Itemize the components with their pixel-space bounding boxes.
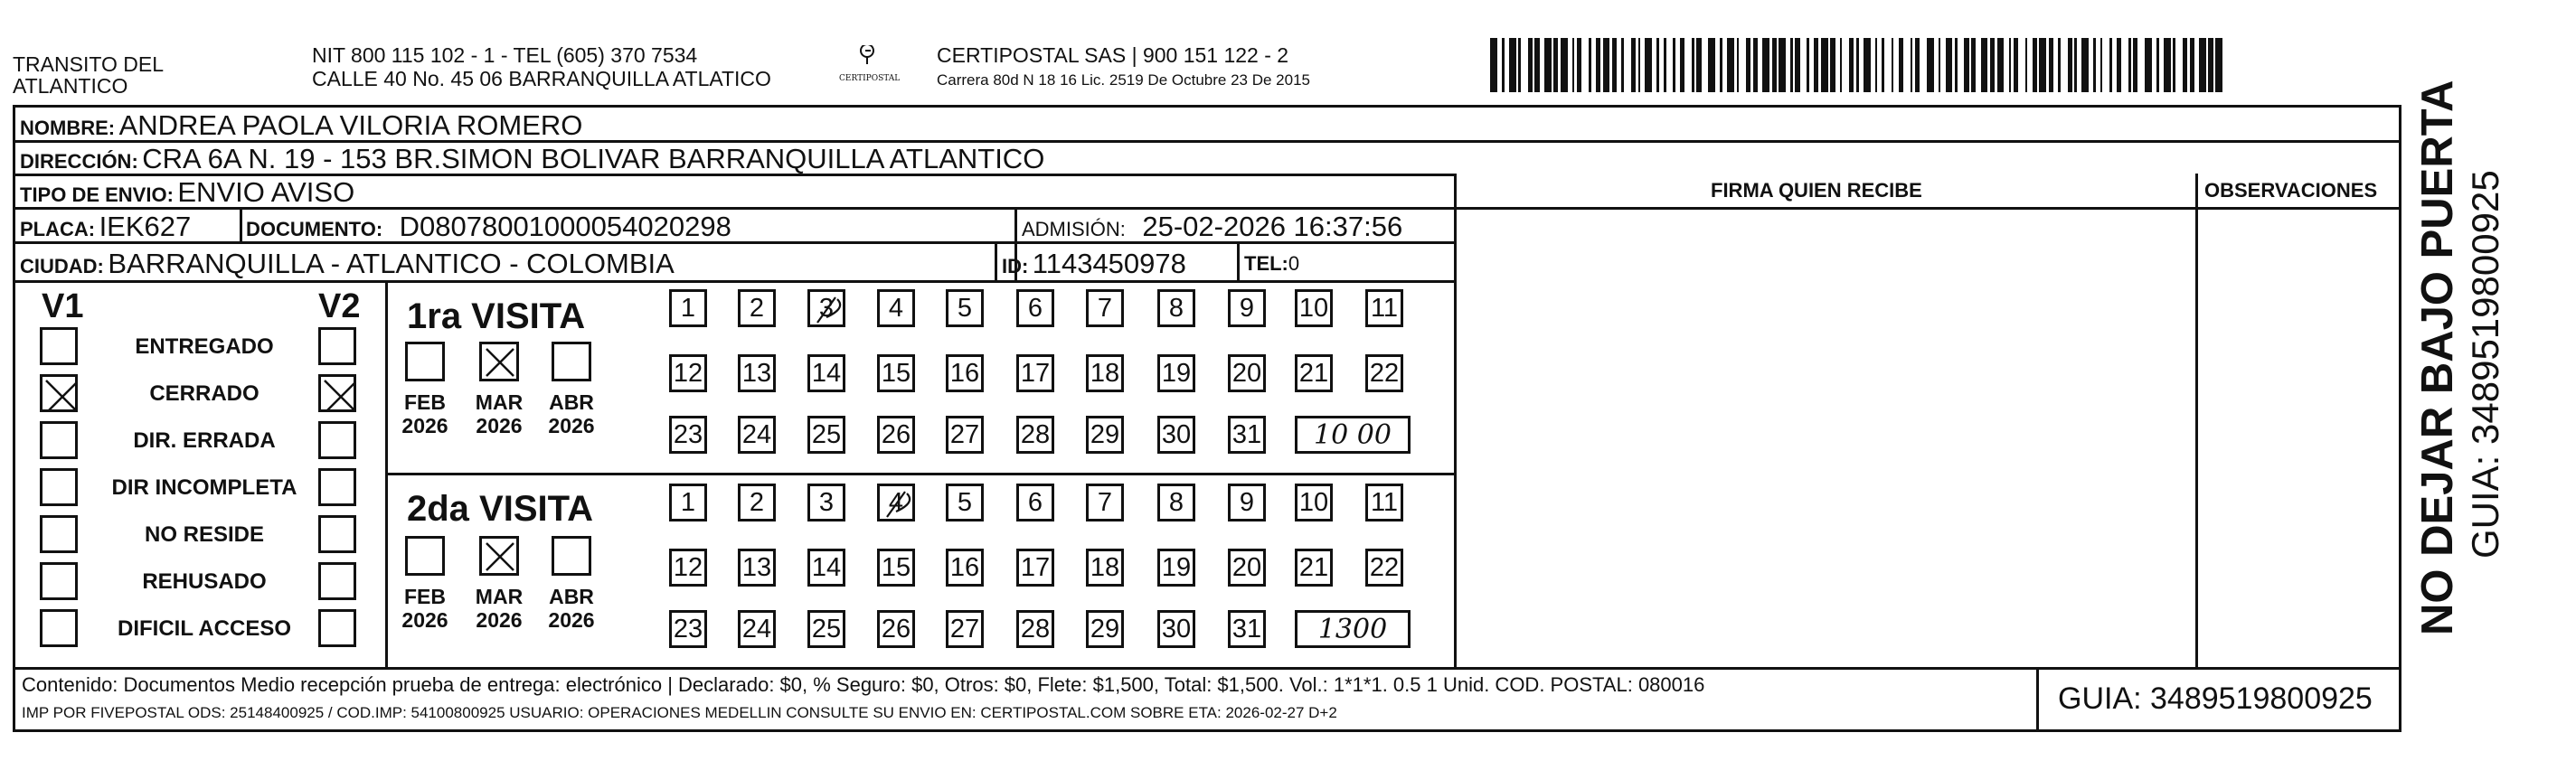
day-number: 18 — [1090, 358, 1120, 388]
barcode-gap — [1739, 38, 1746, 92]
barcode-bar — [1997, 38, 2005, 92]
observations-header: OBSERVACIONES — [2204, 179, 2378, 202]
visit2-day-cell[interactable] — [738, 549, 776, 587]
certipostal-logo — [835, 45, 899, 89]
day-number: 30 — [1161, 419, 1192, 449]
visit1-day-cell[interactable] — [669, 354, 707, 392]
visit1-day-cell[interactable] — [1157, 416, 1195, 454]
day-number: 16 — [949, 552, 980, 582]
visit2-day-cell[interactable] — [1016, 484, 1054, 521]
plate-value: IEK627 — [99, 211, 192, 242]
row-divider — [13, 207, 2401, 210]
day-number: 10 — [1298, 487, 1329, 517]
admission-value: 25-02-2026 16:37:56 — [1142, 211, 1403, 242]
day-number: 9 — [1239, 487, 1255, 517]
visit1-month-label — [544, 390, 599, 438]
plate-label: PLACA: — [20, 218, 96, 240]
form-frame — [13, 105, 2401, 732]
day-number: 23 — [673, 614, 703, 644]
day-number: 20 — [1231, 552, 1262, 582]
day-number: 9 — [1239, 293, 1255, 323]
barcode-bar — [1490, 38, 1497, 92]
day-number: 26 — [881, 419, 911, 449]
day-number: 18 — [1090, 552, 1120, 582]
courier-line: CERTIPOSTAL SAS | 900 151 122 - 2 — [937, 43, 1289, 67]
visit2-day-cell[interactable] — [807, 610, 845, 648]
visit1-day-cell[interactable] — [877, 354, 915, 392]
tel-row — [1244, 254, 1299, 274]
visit2-day-cell[interactable] — [877, 610, 915, 648]
visit1-month-checkbox[interactable] — [405, 342, 445, 381]
col-divider — [240, 207, 242, 241]
barcode-gap — [1666, 38, 1674, 92]
visit1-day-cell[interactable] — [807, 289, 845, 327]
day-number: 7 — [1097, 293, 1113, 323]
barcode-bar — [1509, 38, 1516, 92]
visit1-day-cell[interactable] — [738, 289, 776, 327]
day-number: 7 — [1097, 487, 1113, 517]
visit2-day-cell[interactable] — [669, 610, 707, 648]
barcode-gap — [1581, 38, 1589, 92]
day-number: 24 — [741, 419, 772, 449]
barcode-bar — [1603, 38, 1610, 92]
visit2-day-cell[interactable] — [1365, 484, 1403, 521]
visit2-day-cell[interactable] — [946, 610, 984, 648]
visit1-day-cell[interactable] — [877, 416, 915, 454]
day-number: 10 — [1298, 293, 1329, 323]
day-number: 11 — [1370, 293, 1399, 323]
barcode-bar — [2081, 38, 2089, 92]
visit1-day-cell[interactable] — [877, 289, 915, 327]
visit1-month-label — [472, 390, 526, 438]
day-number: 13 — [741, 358, 772, 388]
visit1-day-cell[interactable] — [1016, 289, 1054, 327]
barcode-bar — [1645, 38, 1652, 92]
visit1-day-cell[interactable] — [1157, 354, 1195, 392]
barcode-gap — [2102, 38, 2109, 92]
status-label: DIR. ERRADA — [133, 428, 276, 453]
day-number: 23 — [673, 419, 703, 449]
barcode-bar — [1708, 38, 1715, 92]
barcode-bar — [1561, 38, 1568, 92]
barcode-gap — [2121, 38, 2128, 92]
barcode-bar — [2199, 38, 2206, 92]
month-name: ABR — [549, 585, 594, 608]
day-number: 31 — [1231, 419, 1262, 449]
row-divider — [385, 473, 1456, 475]
day-number: 1 — [680, 293, 696, 323]
barcode-gap — [1624, 38, 1631, 92]
recipient-address: CRA 6A N. 19 - 153 BR.SIMON BOLIVAR BARRANQUILLA ATLANTICO — [142, 143, 1045, 174]
visit1-month-checkbox[interactable] — [479, 342, 519, 381]
barcode-gap — [2018, 38, 2025, 92]
visit1-day-cell[interactable] — [1157, 289, 1195, 327]
visit2-day-cell[interactable] — [877, 549, 915, 587]
visit2-day-cell[interactable] — [1157, 610, 1195, 648]
visit2-day-cell[interactable] — [807, 549, 845, 587]
barcode-bar — [2145, 38, 2152, 92]
barcode-gap — [1684, 38, 1692, 92]
day-number: 30 — [1161, 614, 1192, 644]
barcode-bar — [1864, 38, 1871, 92]
visit2-day-cell[interactable] — [1295, 484, 1333, 521]
visit2-day-cell[interactable] — [1157, 484, 1195, 521]
status-label: DIFICIL ACCESO — [117, 616, 291, 641]
month-year: 2026 — [401, 414, 448, 438]
visit1-day-cell[interactable] — [946, 354, 984, 392]
v1-checkbox[interactable] — [40, 609, 78, 647]
document-value: D08078001000054020298 — [399, 211, 731, 242]
barcode-gap — [1702, 38, 1709, 92]
id-label: ID: — [1002, 255, 1029, 277]
day-number: 20 — [1231, 358, 1262, 388]
visit1-day-cell[interactable] — [1295, 354, 1333, 392]
month-year: 2026 — [548, 414, 595, 438]
day-number: 12 — [673, 552, 703, 582]
day-number: 26 — [881, 614, 911, 644]
send-type-label: TIPO DE ENVIO: — [20, 183, 174, 206]
barcode-gap — [1521, 38, 1528, 92]
col-divider — [1237, 241, 1240, 280]
month-year: 2026 — [476, 608, 523, 633]
visit2-day-cell[interactable] — [1086, 610, 1124, 648]
visit2-day-cell[interactable] — [1228, 484, 1266, 521]
admission-row — [1022, 212, 1402, 240]
visit2-month-label — [472, 585, 526, 633]
address-row — [20, 145, 1044, 173]
license-line: Carrera 80d N 18 16 Lic. 2519 De Octubre 23 De 2015 — [937, 71, 1310, 89]
day-number: 5 — [957, 487, 973, 517]
month-name: MAR — [475, 585, 524, 608]
day-number: 1 — [680, 487, 696, 517]
day-number: 25 — [811, 419, 842, 449]
visit2-day-cell[interactable] — [1295, 549, 1333, 587]
visit1-day-cell[interactable] — [1016, 416, 1054, 454]
visit1-day-cell[interactable] — [1228, 354, 1266, 392]
day-number: 15 — [881, 358, 911, 388]
status-label: CERRADO — [149, 381, 259, 406]
day-number: 14 — [811, 552, 842, 582]
barcode-bar — [2164, 38, 2171, 92]
v1-header: V1 — [42, 287, 84, 325]
col-divider — [2195, 174, 2198, 667]
city-row — [20, 249, 675, 277]
barcode-bar — [1727, 38, 1734, 92]
status-label: REHUSADO — [142, 569, 267, 594]
visit1-day-cell[interactable] — [946, 416, 984, 454]
visit1-day-cell[interactable] — [669, 416, 707, 454]
visit1-day-cell[interactable] — [738, 416, 776, 454]
v2-checkbox[interactable] — [318, 327, 356, 365]
barcode-bar — [1821, 38, 1828, 92]
col-divider — [385, 280, 388, 667]
status-label: DIR INCOMPLETA — [111, 475, 297, 500]
send-type-row — [20, 178, 354, 206]
visit2-day-cell[interactable] — [738, 484, 776, 521]
signature-header: FIRMA QUIEN RECIBE — [1711, 179, 1922, 202]
visit2-time-box[interactable]: 1300 — [1295, 610, 1411, 648]
day-number: 27 — [949, 614, 980, 644]
handwritten-mark — [880, 486, 916, 530]
visit1-day-cell[interactable] — [1365, 289, 1403, 327]
tel-value: 0 — [1288, 252, 1300, 275]
barcode — [1490, 38, 2224, 92]
day-number: 17 — [1020, 358, 1051, 388]
name-row — [20, 111, 582, 139]
visit1-day-cell[interactable] — [1228, 289, 1266, 327]
logo-text: CERTIPOSTAL — [839, 74, 901, 83]
address-line: CALLE 40 No. 45 06 BARRANQUILLA ATLATICO — [312, 67, 771, 90]
day-number: 14 — [811, 358, 842, 388]
barcode-gap — [1842, 38, 1849, 92]
v1-checkbox[interactable] — [40, 374, 78, 412]
org-name-line2: ATLANTICO — [13, 74, 128, 98]
visit2-day-cell[interactable] — [1086, 484, 1124, 521]
v1-checkbox[interactable] — [40, 327, 78, 365]
row-divider — [13, 667, 2401, 670]
day-number: 21 — [1298, 552, 1329, 582]
col-divider — [1454, 174, 1457, 667]
v2-checkbox[interactable] — [318, 515, 356, 553]
day-number: 19 — [1161, 552, 1192, 582]
admission-label: ADMISIÓN: — [1022, 218, 1126, 240]
side-guia: GUIA: 3489519800925 — [2464, 170, 2506, 559]
visit1-day-cell[interactable] — [1365, 354, 1403, 392]
id-row — [1002, 249, 1186, 277]
day-number: 4 — [888, 487, 904, 517]
day-number: 12 — [673, 358, 703, 388]
day-number: 6 — [1027, 487, 1043, 517]
barcode-bar — [2215, 38, 2222, 92]
document-label: DOCUMENTO: — [246, 218, 383, 240]
visit1-day-cell[interactable] — [1016, 354, 1054, 392]
v2-checkbox[interactable] — [318, 562, 356, 600]
col-divider — [2036, 667, 2039, 732]
handwritten-mark — [810, 292, 846, 335]
barcode-bar — [1981, 38, 1988, 92]
status-label: ENTREGADO — [135, 334, 274, 359]
visit1-day-cell[interactable] — [669, 289, 707, 327]
barcode-bar — [1544, 38, 1552, 92]
barcode-gap — [1800, 38, 1807, 92]
visit1-day-cell[interactable] — [1086, 354, 1124, 392]
v2-checkbox[interactable] — [318, 421, 356, 459]
month-year: 2026 — [548, 608, 595, 633]
month-name: MAR — [475, 390, 524, 414]
recipient-name: ANDREA PAOLA VILORIA ROMERO — [118, 109, 583, 141]
visit1-day-cell[interactable] — [807, 416, 845, 454]
visit2-day-cell[interactable] — [1086, 549, 1124, 587]
day-number: 8 — [1168, 487, 1184, 517]
imp-line: IMP POR FIVEPOSTAL ODS: 25148400925 / COD.IMP: 54100800925 USUARIO: OPERACIONES MEDELLIN CONSULTE SU ENVIO EN: CERTIPOSTAL.COM SOBRE ETA: 2026-02-27 D+2 — [22, 704, 1337, 721]
day-number: 6 — [1027, 293, 1043, 323]
visit1-month-checkbox[interactable] — [552, 342, 591, 381]
visit1-title: 1ra VISITA — [407, 296, 586, 336]
v2-header: V2 — [318, 287, 361, 325]
visit1-day-cell[interactable] — [1086, 289, 1124, 327]
month-name: ABR — [549, 390, 594, 414]
name-label: NOMBRE: — [20, 117, 116, 139]
visit2-day-cell[interactable] — [946, 549, 984, 587]
plate-row — [20, 212, 191, 240]
barcode-bar — [1779, 38, 1786, 92]
visit2-day-cell[interactable] — [1228, 610, 1266, 648]
visit2-month-checkbox[interactable] — [552, 536, 591, 576]
day-number: 29 — [1090, 614, 1120, 644]
day-number: 11 — [1370, 487, 1399, 517]
barcode-bar — [1946, 38, 1953, 92]
day-number: 8 — [1168, 293, 1184, 323]
barcode-bar — [1927, 38, 1934, 92]
day-number: 17 — [1020, 552, 1051, 582]
content-line: Contenido: Documentos Medio recepción prueba de entrega: electrónico | Declarado: $0, % Seguro: $0, Otros: $0, Flete: $1,500, Total: $1,500. Vol.: 1*1*1. 0.5 1 Unid. COD. POSTAL: 080016 — [22, 673, 1705, 696]
send-type-value: ENVIO AVISO — [177, 176, 355, 208]
visit2-day-cell[interactable] — [1016, 549, 1054, 587]
col-divider — [995, 241, 997, 280]
visit2-day-cell[interactable] — [1157, 549, 1195, 587]
month-name: FEB — [404, 585, 446, 608]
visit2-day-cell[interactable] — [807, 484, 845, 521]
id-value: 1143450978 — [1032, 248, 1186, 279]
day-number: 13 — [741, 552, 772, 582]
visit1-day-cell[interactable] — [1295, 289, 1333, 327]
v1-checkbox[interactable] — [40, 515, 78, 553]
v2-checkbox[interactable] — [318, 468, 356, 506]
visit2-day-cell[interactable] — [877, 484, 915, 521]
day-number: 31 — [1231, 614, 1262, 644]
no-dejar-bajo-puerta: NO DEJAR BAJO PUERTA — [2413, 80, 2462, 635]
day-number: 5 — [957, 293, 973, 323]
day-number: 27 — [949, 419, 980, 449]
visit1-time-box[interactable]: 10 00 — [1295, 416, 1411, 454]
barcode-gap — [1958, 38, 1965, 92]
v1-checkbox[interactable] — [40, 421, 78, 459]
visit2-month-label — [544, 585, 599, 633]
month-name: FEB — [404, 390, 446, 414]
visit1-month-label — [398, 390, 452, 438]
visit2-day-cell[interactable] — [738, 610, 776, 648]
visit1-day-cell[interactable] — [738, 354, 776, 392]
visit2-day-cell[interactable] — [669, 549, 707, 587]
month-year: 2026 — [476, 414, 523, 438]
visit1-day-cell[interactable] — [1086, 416, 1124, 454]
visit1-day-cell[interactable] — [946, 289, 984, 327]
visit2-month-checkbox[interactable] — [479, 536, 519, 576]
barcode-gap — [1920, 38, 1927, 92]
v1-checkbox[interactable] — [40, 562, 78, 600]
day-number: 2 — [749, 487, 765, 517]
barcode-gap — [1903, 38, 1911, 92]
day-number: 22 — [1369, 552, 1400, 582]
day-number: 22 — [1369, 358, 1400, 388]
address-label: DIRECCIÓN: — [20, 150, 138, 173]
visit2-month-label — [398, 585, 452, 633]
month-year: 2026 — [401, 608, 448, 633]
barcode-gap — [1884, 38, 1892, 92]
visit2-day-cell[interactable] — [669, 484, 707, 521]
day-number: 21 — [1298, 358, 1329, 388]
day-number: 29 — [1090, 419, 1120, 449]
v2-checkbox[interactable] — [318, 609, 356, 647]
day-number: 4 — [888, 293, 904, 323]
barcode-bar — [1762, 38, 1769, 92]
day-number: 2 — [749, 293, 765, 323]
org-name-line1: TRANSITO DEL — [13, 52, 164, 76]
v1-checkbox[interactable] — [40, 468, 78, 506]
city-label: CIUDAD: — [20, 255, 104, 277]
visit2-day-cell[interactable] — [946, 484, 984, 521]
day-number: 16 — [949, 358, 980, 388]
day-number: 24 — [741, 614, 772, 644]
tel-label: TEL: — [1244, 252, 1288, 275]
day-number: 19 — [1161, 358, 1192, 388]
day-number: 28 — [1020, 419, 1051, 449]
barcode-gap — [2061, 38, 2068, 92]
nit-line: NIT 800 115 102 - 1 - TEL (605) 370 7534 — [312, 43, 698, 67]
guia-box: GUIA: 3489519800925 — [2058, 681, 2373, 716]
barcode-bar — [2039, 38, 2046, 92]
visit1-day-cell[interactable] — [807, 354, 845, 392]
day-number: 15 — [881, 552, 911, 582]
day-number: 28 — [1020, 614, 1051, 644]
visit2-day-cell[interactable] — [1365, 549, 1403, 587]
row-divider — [13, 280, 1456, 283]
visit2-day-cell[interactable] — [1016, 610, 1054, 648]
document-row — [246, 212, 731, 240]
visit2-title: 2da VISITA — [407, 489, 593, 529]
v2-checkbox[interactable] — [318, 374, 356, 412]
status-label: NO RESIDE — [144, 522, 265, 547]
visit2-month-checkbox[interactable] — [405, 536, 445, 576]
day-number: 3 — [818, 487, 835, 517]
barcode-gap — [2137, 38, 2145, 92]
day-number: 25 — [811, 614, 842, 644]
day-number: 3 — [818, 293, 835, 323]
barcode-gap — [2175, 38, 2183, 92]
visit2-day-cell[interactable] — [1228, 549, 1266, 587]
city-value: BARRANQUILLA - ATLANTICO - COLOMBIA — [108, 248, 675, 279]
visit1-day-cell[interactable] — [1228, 416, 1266, 454]
